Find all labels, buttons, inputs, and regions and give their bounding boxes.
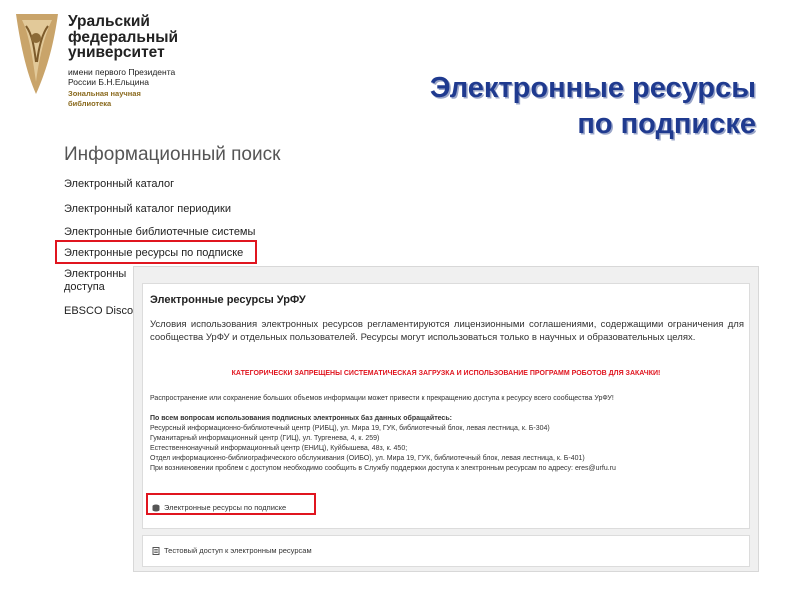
document-icon — [152, 547, 160, 555]
menu-item-access-truncated[interactable]: доступа — [64, 281, 105, 293]
contact-line: Гуманитарный информационный центр (ГИЦ), ул. Тургенева, 4, к. 259) — [150, 435, 380, 442]
contact-line: Ресурсный информационно-библиотечный центр (РИБЦ), ул. Мира 19, ГУК, библиотечный блок, левая лестница, к. Б-304) — [150, 425, 550, 432]
university-logo — [14, 12, 214, 122]
university-name: Уральский федеральный университет — [68, 13, 179, 61]
university-subtitle: имени первого Президента России Б.Н.Ельцина — [68, 67, 176, 87]
trial-access-link[interactable] — [152, 546, 312, 555]
menu-item-library-systems[interactable]: Электронные библиотечные системы — [64, 226, 256, 238]
library-name: Зональная научная библиотека — [68, 89, 141, 108]
resources-card — [142, 283, 750, 529]
resources-panel — [133, 266, 759, 572]
warning-text: КАТЕГОРИЧЕСКИ ЗАПРЕЩЕНЫ СИСТЕМАТИЧЕСКАЯ ЗАГРУЗКА И ИСПОЛЬЗОВАНИЕ ПРОГРАММ РОБОТОВ ДЛЯ ЗАКАЧКИ! — [231, 370, 661, 377]
note-text: Распространение или сохранение больших объемов информации может привести к прекращению доступа к ресурсу всего сообщества УрФУ! — [150, 395, 614, 402]
menu-item-catalog[interactable]: Электронный каталог — [64, 178, 175, 190]
usage-conditions-text: Условия использования электронных ресурсов регламентируются лицензионными соглашениями, содержащими ограничения для сообщества УрФУ и отдельных пользователей. Ресурсы могут использоваться только в научных и образовательных целях. — [150, 319, 744, 343]
menu-highlight-box — [55, 240, 257, 264]
trial-access-card — [142, 535, 750, 567]
subscribed-resources-link-label: Электронные ресурсы по подписке — [164, 503, 287, 512]
section-title: Информационный поиск — [64, 144, 281, 165]
menu-item-subscribed-resources[interactable]: Электронные ресурсы по подписке — [64, 247, 244, 259]
contact-line: Отдел информационно-библиографического обслуживания (ОИБО), ул. Мира 19, ГУК, библиотечный блок, левая лестница, к. Б-401) — [150, 455, 585, 462]
contact-line: Естественнонаучный информационный центр (ЕНИЦ), Куйбышева, 48з, к. 450; — [150, 445, 408, 452]
menu-item-electronic-truncated[interactable]: Электронны — [64, 268, 127, 280]
university-emblem-icon — [14, 12, 60, 96]
contact-line: При возникновении проблем с доступом необходимо сообщить в Службу поддержки доступа к электронным ресурсам по адресу: eres@urfu.ru — [150, 465, 616, 472]
card-title: Электронные ресурсы УрФУ — [150, 294, 306, 306]
slide-title: Электронные ресурсы по подписке — [429, 72, 756, 140]
menu-item-periodicals-catalog[interactable]: Электронный каталог периодики — [64, 203, 231, 215]
trial-access-link-label: Тестовый доступ к электронным ресурсам — [164, 546, 312, 555]
menu-item-ebsco[interactable]: EBSCO Disco — [64, 305, 134, 317]
link-highlight-box — [146, 493, 316, 515]
contacts-heading: По всем вопросам использования подписных электронных баз данных обращайтесь: — [150, 415, 452, 422]
